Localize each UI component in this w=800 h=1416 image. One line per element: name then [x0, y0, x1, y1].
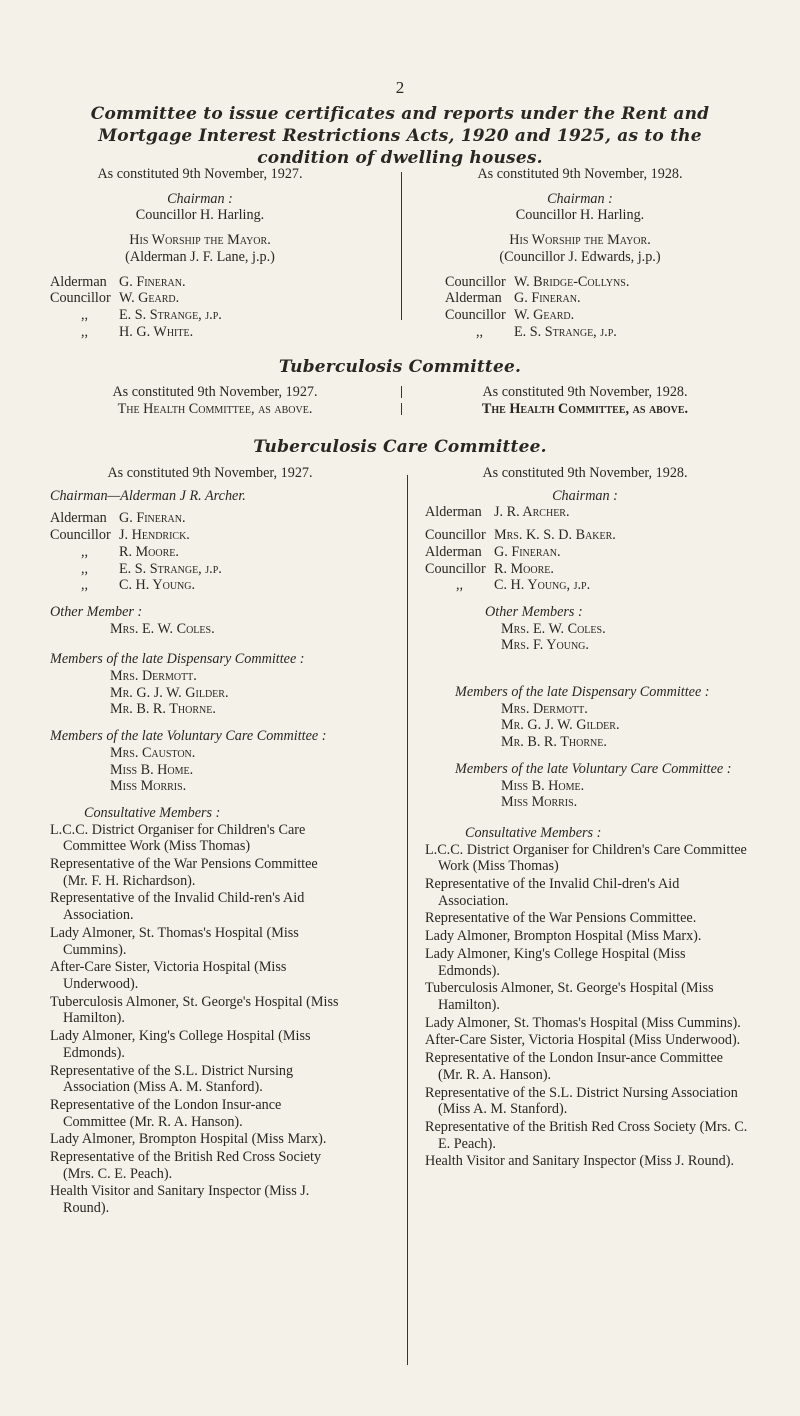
rent-1927-members: [50, 274, 390, 341]
member-row: [425, 561, 755, 578]
member-title: ,,: [80, 577, 89, 594]
member-name: R. Moore.: [494, 560, 554, 577]
member-name: Miss B. Home.: [110, 761, 194, 778]
member-title: Councillor: [425, 560, 486, 577]
member-row: [50, 561, 390, 578]
care-committee-heading: Tuberculosis Care Committee.: [253, 437, 547, 457]
member-name: E. S. Strange, j.p.: [514, 323, 617, 340]
member-row: [445, 290, 760, 307]
rent-1928-constituted: As constituted 9th November, 1928.: [477, 166, 683, 182]
member-name: Representative of the S.L. District Nursing Association (Miss A. M. Stanford).: [425, 1084, 738, 1118]
tb-1927-text: The Health Committee, as above.: [117, 400, 313, 417]
member-name: Miss Morris.: [501, 794, 578, 811]
rent-1927-chairman: Councillor H. Harling.: [135, 207, 265, 224]
column-divider: [407, 475, 408, 1365]
member-name: Mr. G. J. W. Gilder.: [501, 717, 620, 734]
member-name: Representative of the British Red Cross Society (Mrs. C. E. Peach).: [50, 1149, 322, 1182]
member-row: [425, 577, 755, 594]
care-1927-consultative-label: Consultative Members :: [84, 804, 221, 821]
member-name: Lady Almoner, St. Thomas's Hospital (Miss Cummins).: [50, 924, 299, 958]
care-1928-chairman-label: Chairman :: [552, 487, 618, 504]
tuberculosis-1928-column: [410, 384, 760, 417]
member-name: E. S. Strange, j.p.: [119, 306, 222, 323]
care-1927-constituted: As constituted 9th November, 1927.: [107, 465, 313, 481]
column-divider: [401, 403, 402, 415]
care-1927-members: [50, 510, 390, 594]
member-name: Mrs. Causton.: [110, 744, 196, 761]
column-divider: [401, 386, 402, 398]
member-name: W. Geard.: [119, 290, 180, 307]
care-1928-chairman: [425, 504, 755, 527]
rent-1928-mayor-title: His Worship the Mayor.: [509, 232, 651, 249]
rent-1927-mayor-name: (Alderman J. F. Lane, j.p.): [125, 248, 275, 265]
member-title: Councillor: [50, 527, 111, 544]
member-name: Representative of the War Pensions Committee (Mr. F. H. Richardson).: [50, 856, 318, 889]
member-name: Representative of the S.L. District Nursing Association (Miss A. M. Stanford).: [50, 1062, 294, 1096]
member-name: E. S. Strange, j.p.: [119, 560, 222, 577]
care-1927-chairman: Chairman—Alderman J R. Archer.: [50, 487, 246, 504]
member-name: Mrs. F. Young.: [501, 637, 589, 654]
tuberculosis-1927-column: [50, 384, 390, 417]
member-title: Alderman: [425, 543, 482, 560]
care-1928-other-members: [425, 621, 755, 654]
care-1928-consultative-members: [425, 842, 750, 1170]
care-1928-dispensary-label: Members of the late Dispensary Committee :: [455, 684, 710, 701]
member-row: [445, 324, 760, 341]
member-title: Councillor: [425, 527, 486, 544]
rent-1928-chairman: Councillor H. Harling.: [515, 207, 645, 224]
member-name: After-Care Sister, Victoria Hospital (Miss Underwood).: [425, 1032, 741, 1049]
member-row: [445, 274, 760, 291]
member-row: [445, 307, 760, 324]
member-name: Representative of the War Pensions Committee.: [425, 910, 697, 927]
rent-1928-chairman-label: Chairman :: [547, 190, 613, 207]
member-name: Health Visitor and Sanitary Inspector (Miss J. Round).: [425, 1153, 734, 1170]
rent-1928-members: [420, 274, 760, 341]
member-name: Mr. B. R. Thorne.: [501, 734, 607, 751]
rent-1928-mayor-name: (Councillor J. Edwards, j.p.): [499, 248, 661, 265]
member-name: W. Geard.: [514, 306, 575, 323]
care-1928-voluntary-members: [425, 778, 755, 811]
member-name: C. H. Young.: [119, 577, 196, 594]
member-name: G. Fineran.: [514, 290, 581, 307]
rent-committee-1927-column: [50, 166, 390, 340]
member-title: ,,: [80, 560, 89, 577]
member-name: R. Moore.: [119, 543, 179, 560]
member-row: [425, 544, 755, 561]
page-number: 2: [395, 78, 405, 97]
care-1927-other-members: [50, 621, 390, 638]
member-row: [50, 577, 390, 594]
member-title: Councillor: [445, 306, 506, 323]
member-name: H. G. White.: [119, 323, 194, 340]
member-row: [50, 510, 390, 527]
rent-1927-mayor-title: His Worship the Mayor.: [129, 232, 271, 249]
member-row: [425, 527, 755, 544]
care-1928-other-label: Other Members :: [485, 603, 583, 620]
member-name: Mrs. K. S. D. Baker.: [494, 527, 616, 544]
member-row: [50, 527, 390, 544]
column-divider: [401, 172, 402, 320]
care-1927-other-label: Other Member :: [50, 603, 143, 620]
care-1927-consultative-members: [50, 822, 340, 1217]
care-1928-voluntary-label: Members of the late Voluntary Care Committee :: [455, 760, 732, 777]
member-name: G. Fineran.: [119, 273, 186, 290]
rent-committee-heading: Committee to issue certificates and reports under the Rent and Mortgage Interest Restrictions Acts, 1920 and 1925, as to the condition of dwelling houses.: [90, 104, 710, 168]
member-name: Miss B. Home.: [501, 777, 585, 794]
member-name: Mrs. Dermott.: [110, 668, 197, 685]
care-1927-dispensary-members: [50, 668, 390, 718]
rent-1927-constituted: As constituted 9th November, 1927.: [97, 166, 303, 182]
member-name: Miss Morris.: [110, 778, 187, 795]
member-title: Alderman: [445, 290, 502, 307]
care-1928-constituted: As constituted 9th November, 1928.: [482, 465, 688, 481]
member-name: Lady Almoner, St. Thomas's Hospital (Miss Cummins).: [425, 1014, 741, 1031]
member-name: Mr. G. J. W. Gilder.: [110, 684, 229, 701]
member-name: Lady Almoner, Brompton Hospital (Miss Marx).: [50, 1131, 327, 1148]
care-1927-voluntary-label: Members of the late Voluntary Care Committee :: [50, 728, 327, 745]
member-name: C. H. Young, j.p.: [494, 577, 591, 594]
care-1928-consultative-label: Consultative Members :: [465, 824, 602, 841]
member-row: [50, 290, 390, 307]
member-title: ,,: [475, 323, 484, 340]
tb-1928-constituted: As constituted 9th November, 1928.: [482, 384, 688, 400]
member-name: Mrs. E. W. Coles.: [501, 620, 606, 637]
member-name: Representative of the London Insur-ance Committee (Mr. R. A. Hanson).: [425, 1050, 723, 1083]
rent-1927-chairman-label: Chairman :: [167, 190, 233, 207]
member-name: J. R. Archer.: [494, 504, 570, 521]
member-name: Mr. B. R. Thorne.: [110, 701, 216, 718]
member-name: Mrs. Dermott.: [501, 700, 588, 717]
care-1928-dispensary-members: [425, 701, 755, 751]
member-row: [50, 274, 390, 291]
member-name: Representative of the British Red Cross Society (Mrs. C. E. Peach).: [425, 1118, 748, 1152]
member-name: J. Hendrick.: [119, 527, 190, 544]
member-name: Representative of the Invalid Child-ren's Aid Association.: [50, 890, 305, 924]
member-row: [50, 324, 390, 341]
member-name: Health Visitor and Sanitary Inspector (Miss J. Round).: [50, 1183, 310, 1217]
member-title: ,,: [455, 577, 464, 594]
member-title: ,,: [80, 306, 89, 323]
care-1927-dispensary-label: Members of the late Dispensary Committee :: [50, 651, 305, 668]
member-title: Councillor: [50, 290, 111, 307]
member-title: Alderman: [425, 504, 482, 521]
member-name: L.C.C. District Organiser for Children's Care Committee Work (Miss Thomas): [425, 841, 747, 875]
member-name: W. Bridge-Collyns.: [514, 273, 630, 290]
tuberculosis-committee-heading: Tuberculosis Committee.: [278, 357, 522, 377]
care-1928-column: [425, 465, 755, 1171]
member-name: Lady Almoner, King's College Hospital (Miss Edmonds).: [425, 945, 686, 979]
member-title: Alderman: [50, 510, 107, 527]
tb-1928-text: The Health Committee, as above.: [481, 400, 689, 417]
member-title: ,,: [80, 323, 89, 340]
member-name: After-Care Sister, Victoria Hospital (Miss Underwood).: [50, 959, 287, 992]
member-name: Tuberculosis Almoner, St. George's Hospital (Miss Hamilton).: [50, 993, 339, 1027]
member-name: Representative of the Invalid Chil-dren's Aid Association.: [425, 876, 680, 909]
member-name: Mrs. E. W. Coles.: [110, 620, 215, 637]
care-1927-voluntary-members: [50, 745, 390, 795]
member-row: [50, 544, 390, 561]
member-name: Representative of the London Insur-ance Committee (Mr. R. A. Hanson).: [50, 1096, 282, 1130]
member-title: Councillor: [445, 273, 506, 290]
care-1927-column: [50, 465, 390, 1218]
care-1928-members: [425, 527, 755, 594]
member-row: [425, 504, 755, 521]
member-title: ,,: [80, 543, 89, 560]
member-name: Lady Almoner, King's College Hospital (Miss Edmonds).: [50, 1028, 311, 1061]
member-row: [50, 307, 390, 324]
tb-1927-constituted: As constituted 9th November, 1927.: [112, 384, 318, 400]
member-name: L.C.C. District Organiser for Children's Care Committee Work (Miss Thomas): [50, 821, 306, 855]
member-name: Lady Almoner, Brompton Hospital (Miss Marx).: [425, 928, 702, 945]
member-title: Alderman: [50, 273, 107, 290]
member-name: G. Fineran.: [494, 543, 561, 560]
rent-committee-1928-column: [420, 166, 760, 340]
member-name: Tuberculosis Almoner, St. George's Hospital (Miss Hamilton).: [425, 980, 714, 1013]
member-name: G. Fineran.: [119, 510, 186, 527]
